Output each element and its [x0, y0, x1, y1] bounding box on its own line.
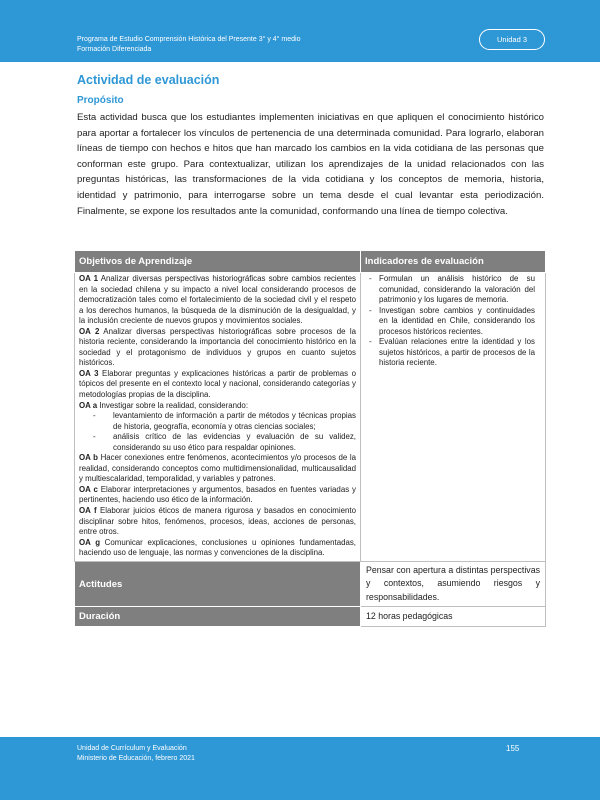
header-program-title: [77, 35, 300, 55]
duration-value: 12 horas pedagógicas: [361, 607, 546, 627]
page-number: 155: [506, 744, 520, 753]
objective-item: OA 3 Elaborar preguntas y explicaciones históricas a partir de problemas o tópicos del presente en el contexto local y nacional, considerando categorías y metodologías propias de la disciplina.: [79, 368, 357, 400]
footer-line-1: Unidad de Currículum y Evaluación: [77, 745, 187, 752]
header-line-1: Programa de Estudio Comprensión Histórica del Presente 3° y 4° medio: [77, 36, 301, 43]
footer-line-2: Ministerio de Educación, febrero 2021: [77, 755, 195, 762]
objective-item: OA b Hacer conexiones entre fenómenos, acontecimientos y/o procesos de la realidad, considerando conceptos como multidimensionalidad, multicausalidad y multiescalaridad, temporalidad, y variables y patrones.: [79, 453, 356, 484]
indicator-item: - Evalúan relaciones entre la identidad y los sujetos históricos, a partir de procesos de la historia reciente.: [369, 337, 535, 368]
oa-a-bullet: - análisis crítico de las evidencias y evaluación de su validez, considerando su uso ético para respaldar opiniones.: [93, 432, 356, 452]
indicators-header: Indicadores de evaluación: [361, 251, 546, 273]
indicators-cell: [361, 273, 546, 562]
objectives-header: Objetivos de Aprendizaje: [75, 251, 361, 273]
attitudes-value: Pensar con apertura a distintas perspectivas y contextos, asumiendo riesgos y responsabilidades.: [361, 561, 546, 607]
objective-item: OA 2 Analizar diversas perspectivas historiográficas sobre procesos de la historia reciente, considerando la importancia del conocimiento histórico en la sociedad y el protagonismo de individuos y grupos en cuanto sujetos históricos.: [79, 326, 357, 368]
table-content-row: [75, 273, 546, 562]
indicator-item: - Formulan un análisis histórico de su comunidad, considerando la valoración del patrimonio y los lugares de memoria.: [369, 274, 535, 305]
duration-label: Duración: [75, 607, 361, 627]
section-title: Actividad de evaluación: [77, 73, 220, 87]
indicator-item: - Investigan sobre cambios y continuidades en la identidad en Chile, considerando los procesos históricos recientes.: [369, 305, 535, 336]
purpose-text: Esta actividad busca que los estudiantes implementen iniciativas en que apliquen el conocimiento histórico para aportar a fortalecer los vínculos de pertenencia de una determinada comunidad. Para lograrlo, elaboran líneas de tiempo con hechos e hitos que han marcado los cambios en la vida cotidiana de las personas que conforman este grupo. Para contextualizar, utilizan los aprendizajes de la unidad relacionados con las preguntas históricas, las transformaciones de la vida cotidiana y los conceptos de memoria, historia, identidad y patrimonio, para interrogarse sobre un tema desde el cual levantar esta periodización. Finalmente, se expone los resultados ante la comunidad, conformando una línea de tiempo colectiva.: [77, 112, 544, 217]
oa-a-bullet: - levantamiento de información a partir de métodos y técnicas propias de historia, geografía, economía y otras ciencias sociales;: [93, 411, 356, 431]
evaluation-table: [74, 250, 546, 627]
duration-row: [75, 607, 546, 627]
objective-item: OA c Elaborar interpretaciones y argumentos, basados en fuentes variadas y pertinentes, haciendo uso ético de la información.: [79, 484, 356, 505]
objectives-cell: [75, 273, 361, 562]
purpose-title: Propósito: [77, 95, 124, 106]
table-header-row: [75, 251, 546, 273]
header-line-2: Formación Diferenciada: [77, 46, 152, 53]
objective-item: OA g Comunicar explicaciones, conclusiones u opiniones fundamentadas, haciendo uso de lenguaje, las normas y convenciones de la disciplina.: [79, 537, 356, 558]
attitudes-label: Actitudes: [75, 561, 361, 607]
footer-credits: [77, 744, 195, 764]
unit-badge: Unidad 3: [479, 29, 545, 50]
objective-item: OA f Elaborar juicios éticos de manera rigurosa y basados en conocimiento disciplinar sobre hitos, fenómenos, procesos, ideas, acciones de personas, entre otros.: [79, 506, 356, 537]
objective-item: OA 1 Analizar diversas perspectivas historiográficas sobre cambios recientes en la sociedad chilena y su impacto a nivel local considerando procesos de democratización tales como el fortalecimiento de la sociedad civil y el respeto a los derechos humanos, la búsqueda de la disminución de la desigualdad, y la inclusión creciente de nuevos grupos y movimientos sociales.: [79, 274, 356, 326]
objective-item: OA a Investigar sobre la realidad, considerando:: [79, 400, 249, 410]
attitudes-row: [75, 561, 546, 607]
